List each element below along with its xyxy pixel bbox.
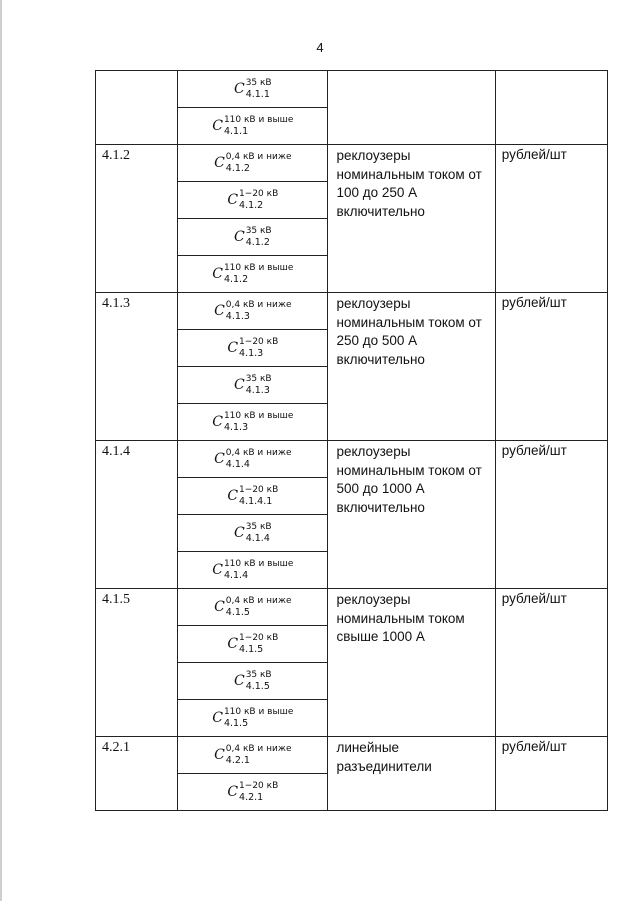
- coefficient-symbol: [178, 774, 327, 810]
- coefficient-symbol: [178, 478, 327, 514]
- coefficient-subtable: [178, 71, 327, 144]
- coefficient-cell: [178, 219, 327, 256]
- table-row: [96, 441, 608, 589]
- row-unit: рублей/шт: [495, 441, 607, 589]
- table-row: [96, 71, 608, 145]
- row-code: 4.1.4: [96, 441, 178, 589]
- voltage-class: 0,4 кВ и ниже: [225, 299, 292, 310]
- description-line: включительно: [336, 499, 425, 515]
- voltage-class: 35 кВ: [245, 225, 272, 236]
- voltage-class: 1−20 кВ: [239, 780, 279, 791]
- scan-edge-line: [0, 0, 2, 901]
- row-unit: [495, 71, 607, 145]
- row-code: [96, 71, 178, 145]
- coefficient-list: [178, 293, 328, 441]
- voltage-class: 0,4 кВ и ниже: [225, 595, 292, 606]
- description-line: 250 до 500 А: [336, 333, 418, 349]
- coefficient-cell: [178, 256, 327, 293]
- coefficient-letter: C: [214, 155, 225, 171]
- coefficient-symbol: [178, 589, 327, 625]
- description-line: 500 до 1000 А: [336, 481, 425, 497]
- coefficient-cell: [178, 330, 327, 367]
- coefficient-symbol: [178, 108, 327, 144]
- coefficient-cell: [178, 515, 327, 552]
- coefficient-list: [178, 441, 328, 589]
- voltage-class: 110 кВ и выше: [223, 114, 294, 125]
- coefficient-index: 4.2.1: [239, 791, 264, 803]
- coefficient-letter: C: [227, 784, 239, 800]
- coefficient-cell: [178, 700, 327, 737]
- coefficient-cell: [178, 478, 327, 515]
- description-line: разъединители: [336, 758, 432, 774]
- table-row: [96, 145, 608, 293]
- voltage-class: 110 кВ и выше: [223, 262, 294, 273]
- voltage-class: 1−20 кВ: [239, 188, 279, 199]
- coefficient-letter: C: [227, 192, 239, 208]
- table-row: [96, 589, 608, 737]
- coefficient-letter: C: [214, 747, 225, 763]
- coefficient-letter: C: [212, 266, 223, 282]
- description-line: реклоузеры: [336, 148, 411, 163]
- coefficient-subtable: [178, 737, 327, 810]
- coefficient-index: 4.1.4: [223, 569, 249, 581]
- row-unit: рублей/шт: [495, 737, 607, 811]
- coefficient-index: 4.1.3: [239, 347, 264, 359]
- description-line: номинальным током от: [336, 462, 482, 478]
- coefficient-symbol: [178, 71, 327, 107]
- voltage-class: 1−20 кВ: [239, 632, 279, 643]
- voltage-class: 35 кВ: [245, 669, 272, 680]
- coefficient-symbol: [178, 404, 327, 440]
- coefficient-letter: C: [214, 303, 225, 319]
- voltage-class: 35 кВ: [245, 521, 272, 532]
- coefficient-index: 4.1.4.1: [239, 495, 273, 507]
- coefficient-letter: C: [214, 599, 225, 615]
- table-row: [96, 737, 608, 811]
- coefficient-letter: C: [212, 118, 223, 134]
- coefficient-symbol: [178, 145, 327, 181]
- tariff-table: [95, 70, 608, 811]
- row-unit: рублей/шт: [495, 145, 607, 293]
- coefficient-index: 4.1.5: [245, 680, 270, 692]
- coefficient-cell: [178, 737, 327, 774]
- coefficient-index: 4.1.1: [223, 125, 249, 137]
- coefficient-symbol: [178, 552, 327, 588]
- coefficient-letter: C: [227, 340, 239, 356]
- coefficient-cell: [178, 589, 327, 626]
- coefficient-list: [178, 737, 328, 811]
- description-line: реклоузеры: [336, 592, 411, 607]
- coefficient-symbol: [178, 737, 327, 773]
- coefficient-cell: [178, 441, 327, 478]
- coefficient-index: 4.1.4: [225, 458, 250, 470]
- coefficient-index: 4.1.4: [245, 532, 270, 544]
- coefficient-cell: [178, 293, 327, 330]
- voltage-class: 35 кВ: [245, 77, 272, 88]
- coefficient-symbol: [178, 441, 327, 477]
- coefficient-list: [178, 589, 328, 737]
- coefficient-index: 4.1.1: [245, 88, 270, 100]
- description-line: номинальным током: [336, 610, 465, 626]
- row-code: 4.1.5: [96, 589, 178, 737]
- coefficient-letter: C: [212, 710, 223, 726]
- coefficient-cell: [178, 626, 327, 663]
- coefficient-cell: [178, 182, 327, 219]
- row-description: [328, 293, 495, 441]
- coefficient-list: [178, 71, 328, 145]
- coefficient-letter: C: [233, 377, 245, 393]
- voltage-class: 35 кВ: [245, 373, 272, 384]
- row-unit: рублей/шт: [495, 589, 607, 737]
- row-description: [328, 145, 495, 293]
- description-line: реклоузеры: [336, 444, 411, 459]
- description-line: номинальным током от: [336, 166, 482, 182]
- coefficient-letter: C: [212, 562, 223, 578]
- coefficient-symbol: [178, 663, 327, 699]
- coefficient-index: 4.1.3: [245, 384, 270, 396]
- coefficient-index: 4.1.2: [245, 236, 270, 248]
- coefficient-letter: C: [233, 673, 245, 689]
- description-line: включительно: [336, 203, 425, 219]
- voltage-class: 110 кВ и выше: [223, 558, 294, 569]
- voltage-class: 0,4 кВ и ниже: [225, 743, 292, 754]
- coefficient-index: 4.1.5: [223, 717, 249, 729]
- coefficient-letter: C: [233, 229, 245, 245]
- coefficient-index: 4.1.2: [225, 162, 250, 174]
- coefficient-cell: [178, 663, 327, 700]
- row-description: [328, 71, 495, 145]
- page-number: 4: [316, 40, 324, 55]
- row-description: [328, 441, 495, 589]
- coefficient-symbol: [178, 182, 327, 218]
- description-line: 100 до 250 А: [336, 185, 418, 201]
- description-line: линейные: [336, 740, 400, 755]
- coefficient-symbol: [178, 515, 327, 551]
- voltage-class: 1−20 кВ: [239, 484, 279, 495]
- coefficient-cell: [178, 552, 327, 589]
- description-line: включительно: [336, 351, 425, 367]
- voltage-class: 110 кВ и выше: [223, 410, 294, 421]
- coefficient-letter: C: [214, 451, 225, 467]
- table-row: [96, 293, 608, 441]
- description-line: реклоузеры: [336, 296, 411, 311]
- voltage-class: 110 кВ и выше: [223, 706, 294, 717]
- row-code: 4.1.3: [96, 293, 178, 441]
- coefficient-letter: C: [233, 81, 245, 97]
- coefficient-symbol: [178, 219, 327, 255]
- voltage-class: 0,4 кВ и ниже: [225, 151, 292, 162]
- coefficient-symbol: [178, 626, 327, 662]
- row-unit: рублей/шт: [495, 293, 607, 441]
- coefficient-cell: [178, 71, 327, 108]
- row-description: [328, 589, 495, 737]
- coefficient-cell: [178, 774, 327, 811]
- coefficient-index: 4.1.2: [223, 273, 249, 285]
- coefficient-list: [178, 145, 328, 293]
- coefficient-cell: [178, 145, 327, 182]
- row-code: 4.1.2: [96, 145, 178, 293]
- description-line: свыше 1000 А: [336, 629, 425, 645]
- coefficient-subtable: [178, 293, 327, 440]
- coefficient-cell: [178, 404, 327, 441]
- coefficient-symbol: [178, 700, 327, 736]
- coefficient-index: 4.2.1: [225, 754, 250, 766]
- coefficient-index: 4.1.2: [239, 199, 264, 211]
- row-description: [328, 737, 495, 811]
- description-line: номинальным током от: [336, 314, 482, 330]
- coefficient-subtable: [178, 589, 327, 736]
- coefficient-letter: C: [212, 414, 223, 430]
- coefficient-index: 4.1.3: [223, 421, 249, 433]
- coefficient-letter: C: [227, 488, 239, 504]
- coefficient-symbol: [178, 293, 327, 329]
- coefficient-symbol: [178, 330, 327, 366]
- coefficient-subtable: [178, 441, 327, 588]
- coefficient-index: 4.1.5: [225, 606, 250, 618]
- coefficient-symbol: [178, 256, 327, 292]
- coefficient-index: 4.1.5: [239, 643, 264, 655]
- voltage-class: 0,4 кВ и ниже: [225, 447, 292, 458]
- coefficient-letter: C: [233, 525, 245, 541]
- coefficient-subtable: [178, 145, 327, 292]
- coefficient-letter: C: [227, 636, 239, 652]
- row-code: 4.2.1: [96, 737, 178, 811]
- coefficient-symbol: [178, 367, 327, 403]
- coefficient-cell: [178, 108, 327, 145]
- coefficient-cell: [178, 367, 327, 404]
- voltage-class: 1−20 кВ: [239, 336, 279, 347]
- coefficient-index: 4.1.3: [225, 310, 250, 322]
